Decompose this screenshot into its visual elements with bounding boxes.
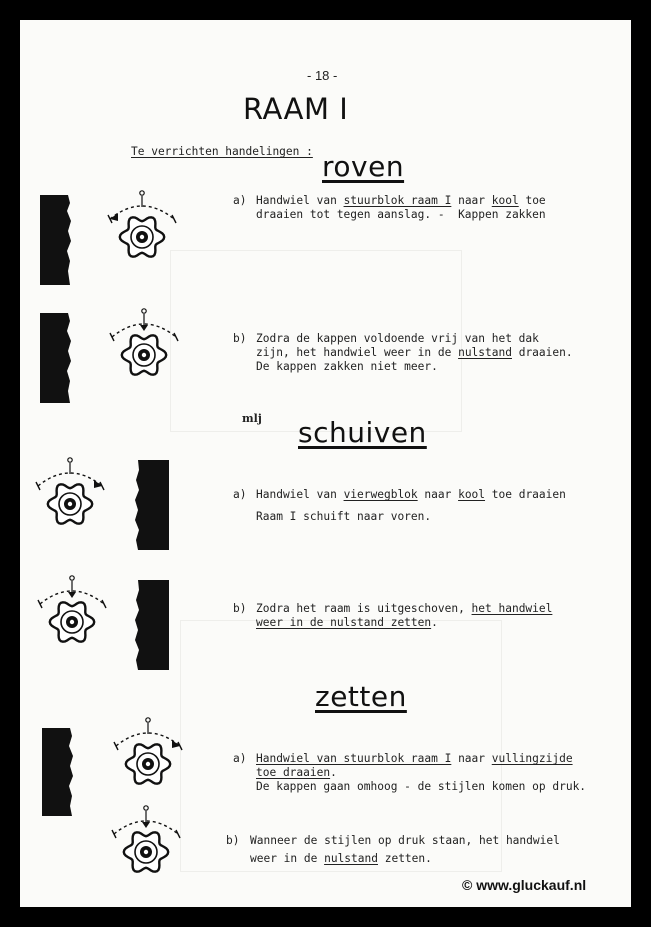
underlined-text: het handwiel: [471, 602, 553, 615]
handwheel-icon: [108, 712, 188, 794]
step-line: [256, 332, 573, 346]
underlined-text: stuurblok raam I: [343, 194, 452, 207]
step-text: [256, 602, 552, 630]
text-segment: Raam I schuift naar voren.: [256, 510, 432, 523]
margin-mark: mlj: [242, 412, 262, 425]
underlined-text: vullingzijde: [491, 752, 573, 765]
step-letter: a): [233, 194, 247, 207]
text-segment: toe draaien: [485, 488, 566, 501]
text-segment: Handwiel van: [256, 194, 344, 207]
underlined-text: kool: [491, 194, 519, 207]
step-text: [250, 834, 560, 870]
handwheel-icon: [104, 303, 184, 383]
step-line: [250, 834, 560, 852]
frame-bar-icon: [135, 580, 169, 670]
text-segment: zijn, het handwiel weer in de: [256, 346, 459, 359]
frame-bar-icon: [135, 460, 169, 550]
step-letter: b): [226, 834, 240, 847]
text-segment: toe: [518, 194, 546, 207]
document-page: [20, 20, 631, 907]
section-heading-zetten: zetten: [315, 680, 407, 713]
step-line: [256, 780, 586, 794]
handwheel-icon: [106, 800, 186, 882]
step-line: [256, 616, 552, 630]
step-text: [256, 488, 566, 532]
step-letter: b): [233, 602, 247, 615]
underlined-text: kool: [458, 488, 486, 501]
text-segment: naar: [451, 194, 492, 207]
step-letter: a): [233, 488, 247, 501]
page-title: RAAM I: [243, 92, 349, 126]
handwheel-icon: [32, 570, 112, 650]
text-segment: Zodra het raam is uitgeschoven,: [256, 602, 472, 615]
step-line: [256, 766, 586, 780]
underlined-text: toe draaien: [256, 766, 331, 779]
step-line: [250, 852, 560, 870]
text-segment: De kappen zakken niet meer.: [256, 360, 438, 373]
underlined-text: weer in de nulstand zetten: [256, 616, 432, 629]
handwheel-icon: [30, 452, 110, 532]
text-segment: naar: [417, 488, 459, 501]
step-text: [256, 752, 586, 794]
underlined-text: nulstand: [324, 852, 378, 865]
text-segment: .: [330, 766, 337, 779]
text-segment: De kappen gaan omhoog - de stijlen komen op druk.: [256, 780, 587, 793]
step-text: [256, 194, 546, 222]
intro-text: Te verrichten handelingen :: [131, 145, 313, 158]
text-segment: .: [431, 616, 438, 629]
step-letter: a): [233, 752, 247, 765]
step-line: [256, 360, 573, 374]
step-line: [256, 194, 546, 208]
step-line: [256, 208, 546, 222]
frame-bar-icon: [40, 313, 72, 403]
text-segment: weer in de: [250, 852, 325, 865]
text-segment: zetten.: [377, 852, 432, 865]
text-segment: draaien.: [511, 346, 573, 359]
text-segment: Wanneer de stijlen op druk staan, het handwiel: [250, 834, 560, 847]
frame-bar-icon: [42, 728, 74, 816]
step-line: [256, 510, 566, 532]
text-segment: Handwiel van: [256, 488, 344, 501]
step-letter: b): [233, 332, 247, 345]
underlined-text: Handwiel van stuurblok raam I: [256, 752, 452, 765]
step-line: [256, 488, 566, 510]
frame-bar-icon: [40, 195, 72, 285]
underlined-text: vierwegblok: [343, 488, 418, 501]
step-line: [256, 346, 573, 360]
underlined-text: nulstand: [458, 346, 512, 359]
text-segment: draaien tot tegen aanslag. - Kappen zakken: [256, 208, 546, 221]
text-segment: naar: [451, 752, 492, 765]
handwheel-icon: [102, 185, 182, 265]
step-text: [256, 332, 573, 374]
section-heading-schuiven: schuiven: [298, 416, 427, 449]
step-line: [256, 602, 552, 616]
section-heading-roven: roven: [322, 150, 405, 183]
copyright-notice: © www.gluckauf.nl: [462, 877, 587, 893]
step-line: [256, 752, 586, 766]
text-segment: Zodra de kappen voldoende vrij van het dak: [256, 332, 539, 345]
page-number: - 18 -: [307, 68, 338, 83]
